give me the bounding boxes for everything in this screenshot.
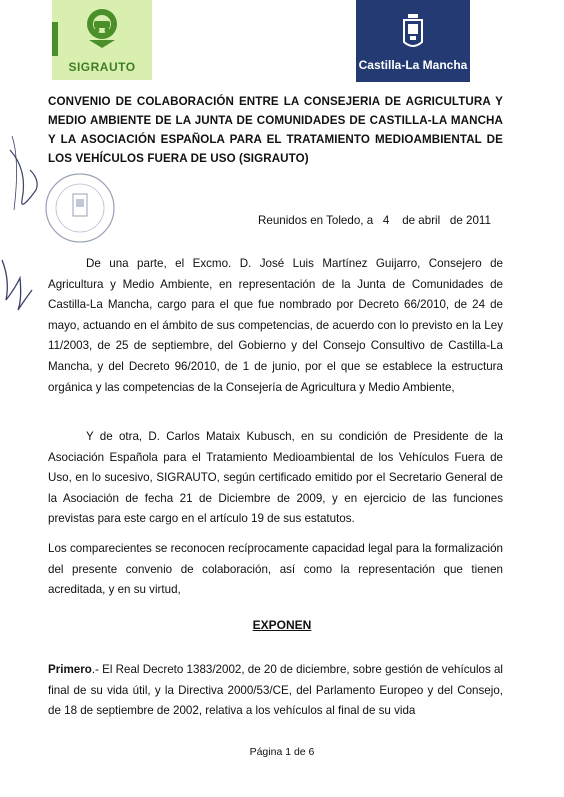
- dateline-year: de 2011: [449, 214, 491, 227]
- dateline-day: 4: [382, 214, 390, 227]
- dateline-month: de abril: [402, 214, 441, 227]
- paragraph-second-party: Y de otra, D. Carlos Mataix Kubusch, en su condición de Presidente de la Asociación Española para el Tratamiento Medioambiental de los Vehículos Fuera de Uso, en lo sucesivo, SIGRAUTO, según certificado emitido por el Secretario General de la Asociación de fecha 21 de Diciembre de 2009, y en ejercicio de las funciones previstas para este cargo en el artículo 19 de sus estatutos.: [48, 430, 503, 526]
- primero-lead: Primero: [48, 663, 92, 676]
- paragraph-primero: [48, 660, 503, 722]
- sigrauto-logo: [52, 0, 152, 80]
- castilla-la-mancha-logo: [356, 0, 470, 82]
- castilla-la-mancha-logo-text: Castilla-La Mancha: [358, 58, 468, 72]
- paragraph-capacity: Los comparecientes se reconocen recíprocamente capacidad legal para la formalización del presente convenio de colaboración, así como la representación que tienen acreditada, y en su virtud,: [48, 542, 503, 597]
- dateline-prefix: Reunidos en Toledo, a: [258, 214, 374, 227]
- dateline: [258, 214, 491, 227]
- primero-text: .- El Real Decreto 1383/2002, de 20 de diciembre, sobre gestión de vehículos al final de su vida útil, y la Directiva 2000/53/CE, del Parlamento Europeo y del Consejo, de 18 de septiembre de 2002, relativa a los vehículos al final de su vida: [48, 663, 504, 718]
- sigrauto-logo-text: SIGRAUTO: [68, 60, 136, 74]
- paragraph-first-party: De una parte, el Excmo. D. José Luis Martínez Guijarro, Consejero de Agricultura y Medio Ambiente, en representación de la Junta de Comunidades de Castilla-La Mancha, cargo para el que fue nombrado por Decreto 66/2010, de 24 de mayo, actuando en el ámbito de sus competencias, de acuerdo con lo previsto en la Ley 11/2003, de 25 de septiembre, del Gobierno y del Consejo Consultivo de Castilla-La Mancha, y del Decreto 96/2010, de 1 de junio, por el que se establece la estructura orgánica y las competencias de la Consejería de Agricultura y Medio Ambiente,: [48, 257, 503, 394]
- logo-accent-bar: [52, 22, 58, 56]
- section-heading: EXPONEN: [252, 618, 312, 632]
- document-title: CONVENIO DE COLABORACIÓN ENTRE LA CONSEJERIA DE AGRICULTURA Y MEDIO AMBIENTE DE LA JUNTA DE COMUNIDADES DE CASTILLA-LA MANCHA Y LA ASOCIACIÓN ESPAÑOLA PARA EL TRATAMIENTO MEDIOAMBIENTAL DE LOS VEHÍCULOS FUERA DE USO (SIGRAUTO): [48, 95, 503, 165]
- page-footer: Página 1 de 6: [249, 746, 315, 758]
- car-recycle-icon: [85, 6, 119, 50]
- coat-of-arms-icon: [402, 12, 424, 52]
